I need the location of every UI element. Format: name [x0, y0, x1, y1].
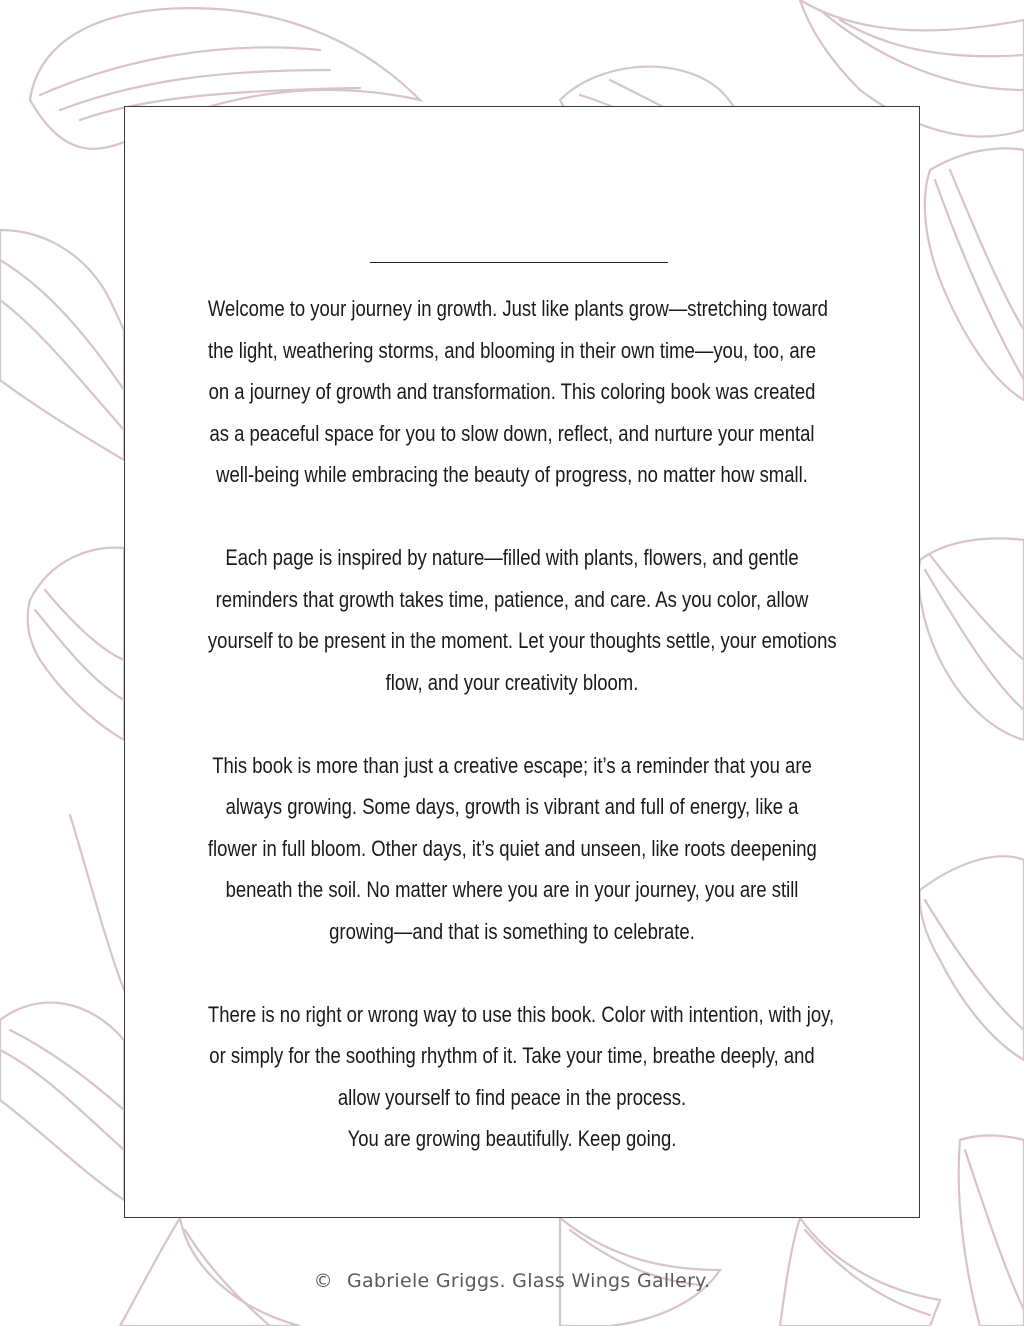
welcome-body — [207, 288, 837, 1160]
paragraph-line: beneath the soil. No matter where you are in your journey, you are still — [225, 877, 799, 902]
paragraph-line: This book is more than just a creative escape; it’s a reminder that you are — [212, 752, 812, 778]
paragraph-line: flower in full bloom. Other days, it’s quiet and unseen, like roots deepening — [207, 835, 817, 861]
leaf-vein — [930, 555, 1024, 660]
paragraph-line: reminders that growth takes time, patience, and care. As you color, allow — [215, 586, 809, 612]
leaf-vein — [0, 1050, 124, 1150]
leaf-vein — [925, 900, 1024, 1030]
body-paragraph — [207, 537, 837, 703]
leaf-vein — [0, 260, 124, 390]
leaf-outline — [920, 856, 1024, 1060]
paragraph-line: the light, weathering storms, and blooming in their own time—you, too, are — [207, 337, 817, 363]
paragraph-line: or simply for the soothing rhythm of it. Take your time, breathe deeply, and — [209, 1043, 815, 1068]
leaf-vein — [45, 590, 124, 660]
leaf-outline — [28, 548, 124, 740]
leaf-outline — [919, 538, 1024, 740]
body-paragraph — [207, 994, 835, 1160]
leaf-outline — [0, 1003, 124, 1200]
body-paragraph — [208, 745, 816, 953]
paragraph-line: You are growing beautifully. Keep going. — [347, 1126, 677, 1151]
leaf-vein — [35, 610, 124, 700]
paragraph-line: Welcome to your journey in growth. Just like plants grow—stretching toward — [207, 296, 828, 321]
title-underline — [370, 262, 668, 263]
paragraph-line: yourself to be present in the moment. Let your thoughts settle, your emotions — [207, 628, 837, 653]
paragraph-line: on a journey of growth and transformation. This coloring book was created — [208, 379, 816, 404]
copyright-symbol: © — [313, 1270, 333, 1292]
paragraph-line: well-being while embracing the beauty of progress, no matter how small. — [216, 462, 808, 487]
paragraph-line: as a peaceful space for you to slow down, reflect, and nurture your mental — [209, 420, 815, 446]
paragraph-line: allow yourself to find peace in the process. — [337, 1084, 687, 1110]
paragraph-line: always growing. Some days, growth is vibrant and full of energy, like a — [225, 794, 799, 819]
leaf-vein — [925, 570, 1024, 710]
leaf-outline — [0, 230, 124, 460]
leaf-stem — [70, 815, 124, 990]
footer-credit — [0, 1270, 1024, 1292]
paragraph-line: There is no right or wrong way to use this book. Color with intention, with joy, — [207, 1001, 835, 1027]
paragraph-line: growing—and that is something to celebrate. — [329, 918, 695, 944]
body-paragraph — [207, 288, 828, 496]
paragraph-line: flow, and your creativity bloom. — [385, 669, 639, 695]
footer-text: Gabriele Griggs. Glass Wings Gallery. — [346, 1270, 711, 1292]
paragraph-line: Each page is inspired by nature—filled with plants, flowers, and gentle — [225, 545, 799, 570]
